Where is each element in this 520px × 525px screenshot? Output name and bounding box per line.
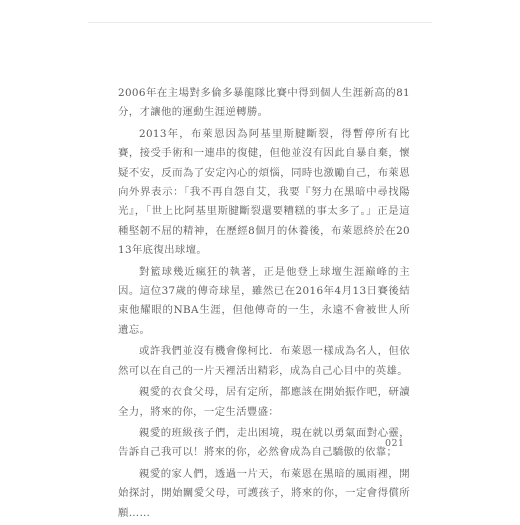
paragraph-6: 親愛的班級孩子們，走出困境，現在就以勇氣面對心靈，告訴自己我可以！將來的你，必然會成為自己驕傲的依靠； [118, 426, 410, 459]
paragraph-7: 親愛的家人們，透過一片天，布萊恩在黑暗的風雨裡，開始探討，開始關愛父母，可護孩子，將來的你，一定會得償所願…… [118, 467, 410, 519]
page-number: 021 [385, 438, 405, 449]
paragraph-4: 或許我們並沒有機會像柯比．布萊恩一樣成為名人，但依然可以在自己的一片天裡活出精彩，成為自己心目中的英雄。 [118, 345, 410, 377]
paragraph-2: 2013年，布萊恩因為阿基里斯腱斷裂，得暫停所有比賽，接受手術和一連串的復健，但他並沒有因此自暴自棄，懷疑不安，反而為了安定內心的煩惱，同時也激勵自己，布萊恩向外界表示：「我不再自怨自艾，我要『努力在黑暗中尋找陽光』，「世上比阿基里斯腱斷裂還要糟糕的事太多了。」正是這種堅韌不屈的精神，在歷經8個月的休養後，布萊恩終於在2013年底復出球壇。 [118, 127, 410, 257]
paragraph-3: 對籃球幾近瘋狂的執著，正是他登上球壇生涯巔峰的主因。這位37歲的傳奇球星，雖然已在2016年4月13日賽後結束他耀眼的NBA生涯，但他傳奇的一生，永遠不會被世人所遺忘。 [118, 265, 410, 336]
document-body [118, 84, 410, 525]
paragraph-1: 2006年在主場對多倫多暴龍隊比賽中得到個人生涯新高的81分，才讓他的運動生涯逆轉勝。 [118, 87, 410, 119]
paragraph-5: 親愛的衣食父母，居有定所，都應該在開始振作吧，研讀全力，將來的你，一定生活豐盛： [118, 386, 410, 418]
header-rule [88, 22, 432, 23]
